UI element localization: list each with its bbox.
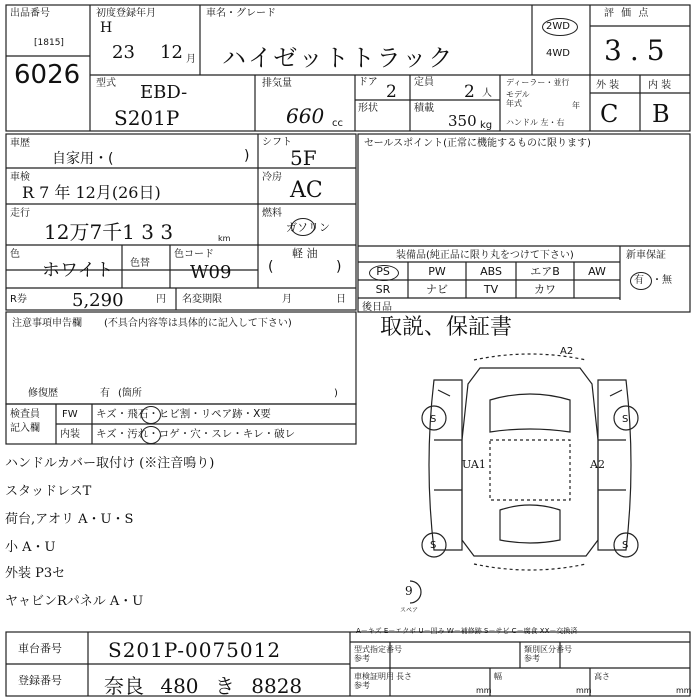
cert-label: 型式指定番号 参考 — [354, 645, 402, 663]
capacity-label: 定員 — [414, 77, 434, 88]
note-line-1: ハンドルカバー取付け (※注音鳴り) — [5, 456, 215, 471]
interior-items: キズ・汚れ・コゲ・穴・スレ・キレ・破レ — [96, 428, 296, 440]
interior-item-label: 内装 — [60, 429, 80, 440]
fuel-gasoline: ガソリン — [286, 221, 330, 234]
fuel-label: 燃料 — [262, 208, 282, 219]
model-year-label: モデル 年式 — [506, 90, 530, 108]
length-unit: mm — [476, 686, 492, 695]
capacity: 2 — [464, 82, 475, 102]
aircon-label: 冷房 — [262, 172, 282, 183]
load: 350 — [448, 112, 477, 130]
note-line-4: 小 A・U — [5, 540, 56, 555]
exterior-label: 外 装 — [596, 80, 620, 91]
height-label: 高さ — [594, 672, 610, 681]
name-change-day: 日 — [336, 294, 346, 305]
model-code: S201P — [114, 106, 180, 130]
score: 3.5 — [604, 34, 673, 67]
color-label: 色 — [10, 249, 20, 260]
inspection-label: 車検 — [10, 172, 30, 183]
chassis-label: 車台番号 — [18, 642, 62, 655]
inspector-label: 検査員 記入欄 — [10, 409, 40, 434]
equipment-label: 装備品(純正品に限り丸をつけて下さい) — [396, 250, 574, 261]
first-reg-month-unit: 月 — [186, 54, 196, 65]
exterior-grade: C — [600, 100, 619, 128]
lot-label: 出品番号 — [10, 8, 50, 19]
fw-items: キズ・飛石・ヒビ割・リペア跡・X要 — [96, 408, 271, 420]
lot-number: 6026 — [14, 60, 81, 90]
capacity-unit: 人 — [482, 88, 492, 99]
interior-label: 内 装 — [648, 80, 672, 91]
displacement-label: 排気量 — [262, 78, 292, 89]
height-unit: mm — [676, 686, 692, 695]
color-code-label: 色コード — [174, 249, 214, 260]
drive-2wd: 2WD — [546, 21, 570, 32]
afterwards-value: 取説、保証書 — [380, 315, 513, 340]
equip-navi: ナビ — [426, 283, 448, 296]
diagram-mark-wheel-fl: S — [430, 414, 437, 425]
car-name-label: 車名・グレード — [206, 8, 276, 19]
declaration-title: 注意事項申告欄 — [12, 318, 82, 329]
color-code: W09 — [190, 262, 232, 283]
dealer-label: ディーラー・並行 — [506, 78, 570, 87]
regdoc-label: 車検証明用 参考 — [354, 672, 394, 690]
mileage-label: 走行 — [10, 208, 30, 219]
color-value: ホワイト — [42, 260, 114, 281]
fw-label: FW — [62, 409, 78, 420]
diagram-mark-spare: 9 — [405, 584, 413, 598]
equip-abs: ABS — [480, 265, 502, 278]
repair-label: 修復歴 — [28, 388, 58, 399]
note-line-2: スタッドレスT — [5, 484, 92, 499]
history-close: ) — [244, 148, 250, 164]
interior-grade: B — [652, 100, 670, 128]
shift-value: 5F — [290, 146, 317, 170]
fuel-diesel: 軽 油 — [292, 247, 318, 260]
cert-class-label: 類別区分番号 参考 — [524, 645, 572, 663]
model-prefix: EBD- — [140, 82, 188, 103]
mileage-value: 12万7千1 3 3 — [44, 220, 174, 244]
drive-4wd: 4WD — [546, 48, 570, 59]
lot-code: [1815] — [34, 38, 64, 48]
recycle-unit: 円 — [156, 294, 166, 305]
name-change-label: 名変期限 — [182, 294, 222, 305]
equip-ps-circle — [369, 265, 399, 281]
note-line-5: 外装 P3セ — [5, 566, 66, 581]
spare-label: スペア — [400, 607, 419, 614]
recycle-label: R券 — [10, 294, 27, 305]
warranty-no: ・無 — [652, 275, 672, 286]
inspection-value: R 7 年 12月(26日) — [22, 183, 161, 202]
car-name: ハイゼットトラック — [222, 44, 455, 72]
new-car-warranty-label: 新車保証 — [626, 250, 666, 261]
equip-aw: AW — [588, 265, 606, 278]
chassis-number: S201P-0075012 — [108, 638, 282, 662]
first-reg-label: 初度登録年月 — [96, 8, 156, 19]
length-label: 長さ — [396, 672, 412, 681]
fuel-paren-close: ) — [336, 259, 342, 275]
repair-value: 有 — [100, 388, 110, 399]
equip-leather: カワ — [534, 283, 556, 296]
first-reg-year: 23 — [112, 42, 135, 63]
mileage-unit: km — [218, 234, 231, 243]
model-label: 型式 — [96, 78, 116, 89]
diagram-mark-wheel-rl: S — [430, 540, 437, 551]
fuel-paren-open: ( — [268, 259, 274, 275]
diagram-mark-wheel-fr: S — [622, 414, 629, 425]
name-change-month: 月 — [282, 294, 292, 305]
note-line-3: 荷台,アオリ A・U・S — [5, 512, 134, 527]
displacement-unit: cc — [332, 118, 343, 129]
width-unit: mm — [576, 686, 592, 695]
shift-label: シフト — [262, 137, 292, 148]
equip-ps: PS — [376, 265, 390, 278]
handle-label: ハンドル 左・右 — [506, 118, 565, 127]
repair-close: ) — [334, 388, 338, 399]
history-label: 車歴 — [10, 138, 30, 149]
interior-circle — [141, 426, 161, 444]
fw-circle — [141, 406, 161, 424]
diagram-mark-wheel-rr: S — [622, 540, 629, 551]
year-unit: 年 — [572, 101, 580, 110]
registration-label: 登録番号 — [18, 674, 62, 687]
shape-label: 形状 — [358, 103, 378, 114]
doors: 2 — [386, 82, 397, 102]
color-change-label: 色替 — [130, 258, 150, 269]
doors-label: ドア — [358, 77, 378, 88]
diagram-mark-right: A2 — [590, 458, 605, 471]
equip-airbag: エアB — [530, 265, 560, 278]
displacement: 660 — [286, 104, 325, 128]
first-reg-era: H — [100, 20, 113, 36]
sales-points-label: セールスポイント(正常に機能するものに限ります) — [364, 138, 591, 149]
score-label: 評 価 点 — [604, 8, 651, 19]
car-damage-diagram — [410, 340, 650, 620]
load-unit: kg — [480, 120, 493, 131]
diagram-mark-left: UA1 — [462, 458, 486, 471]
note-line-6: ヤャビンRパネル A・U — [5, 594, 144, 609]
width-label: 幅 — [494, 672, 502, 681]
declaration-hint: (不具合内容等は具体的に記入して下さい) — [104, 318, 292, 329]
damage-legend: A－キズ E－エクボ U－凹み W－補修跡 S－サビ C－腐食 XX－交換済 — [356, 627, 578, 635]
diagram-mark-front: A2 — [560, 346, 574, 357]
equip-tv: TV — [483, 283, 499, 296]
recycle-value: 5,290 — [72, 290, 124, 311]
warranty-yes: 有 — [634, 275, 644, 286]
registration-number: 奈良 480 き 8828 — [104, 674, 303, 698]
equip-pw: PW — [428, 265, 446, 278]
load-label: 積載 — [414, 103, 434, 114]
aircon-value: AC — [290, 178, 323, 203]
afterwards-label: 後日品 — [362, 302, 392, 313]
equip-sr: SR — [375, 283, 391, 296]
first-reg-month: 12 — [160, 42, 183, 63]
repair-place: (箇所 — [118, 388, 142, 399]
history-value: 自家用・( — [52, 151, 114, 167]
